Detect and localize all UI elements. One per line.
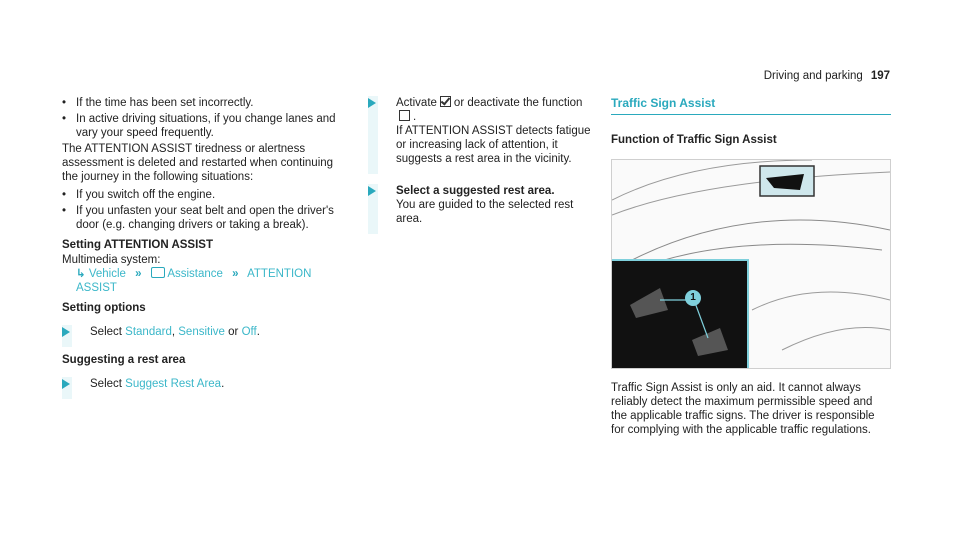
instruction-step: Select a suggested rest area. You are guided to the selected rest area. <box>368 184 593 226</box>
section-name: Driving and parking <box>763 70 863 82</box>
chevron-right-icon: » <box>232 268 239 280</box>
sub-title: Function of Traffic Sign Assist <box>611 134 777 146</box>
menu-item-assistance[interactable]: Assistance <box>167 268 223 280</box>
list-item: • If the time has been set incorrectly. <box>62 97 254 109</box>
callout-badge: 1 <box>685 290 701 306</box>
menu-return-icon: ↳ <box>76 268 86 280</box>
column-1 <box>62 96 352 391</box>
car-icon <box>151 267 165 278</box>
checkbox-checked-icon <box>440 96 451 107</box>
column-2 <box>368 96 593 226</box>
menu-item-vehicle[interactable]: Vehicle <box>88 268 126 280</box>
menu-item-attention-assist[interactable]: ATTENTION ASSIST <box>76 268 312 294</box>
instruction-step: Select Suggest Rest Area. <box>62 377 352 391</box>
arrow-right-icon <box>62 327 70 337</box>
car-windshield-drawing <box>612 160 890 368</box>
option-off[interactable]: Off <box>241 326 257 338</box>
arrow-right-icon <box>368 186 376 196</box>
arrow-right-icon <box>368 98 376 108</box>
page-header <box>764 70 890 82</box>
multimedia-label: Multimedia system: <box>62 254 161 266</box>
instruction-step: Select Standard, Sensitive or Off. <box>62 325 352 339</box>
checkbox-empty-icon <box>399 110 410 121</box>
menu-path <box>62 267 352 295</box>
setting-heading: Setting ATTENTION ASSIST <box>62 239 213 251</box>
chevron-right-icon: » <box>135 268 142 280</box>
paragraph: Traffic Sign Assist is only an aid. It cannot always reliably detect the maximum permissible speed and the applicable traffic signs. The driver is responsible for complying with the applicable traffic regulations. <box>611 382 875 436</box>
page-number: 197 <box>870 70 890 82</box>
arrow-right-icon <box>62 379 70 389</box>
instruction-step: Activate or deactivate the function. If ATTENTION ASSIST detects fatigue or increasing lack of attention, it suggests a rest area in the vicinity. <box>368 96 593 166</box>
paragraph: The ATTENTION ASSIST tiredness or alertness assessment is deleted and restarted when continuing the journey in the following situations: <box>62 143 334 183</box>
option-standard[interactable]: Standard <box>125 326 172 338</box>
list-item: • In active driving situations, if you change lanes and vary your speed frequently. <box>62 113 336 139</box>
suggest-rest-area-link[interactable]: Suggest Rest Area <box>125 378 222 390</box>
options-heading: Setting options <box>62 302 146 314</box>
rest-heading: Suggesting a rest area <box>62 354 186 366</box>
option-sensitive[interactable]: Sensitive <box>178 326 225 338</box>
section-title: Traffic Sign Assist <box>611 96 891 115</box>
list-item: • If you unfasten your seat belt and open the driver's door (e.g. changing drivers or taking a break). <box>62 205 334 231</box>
column-3 <box>611 96 891 437</box>
car-illustration <box>611 159 891 369</box>
list-item: • If you switch off the engine. <box>62 189 216 201</box>
